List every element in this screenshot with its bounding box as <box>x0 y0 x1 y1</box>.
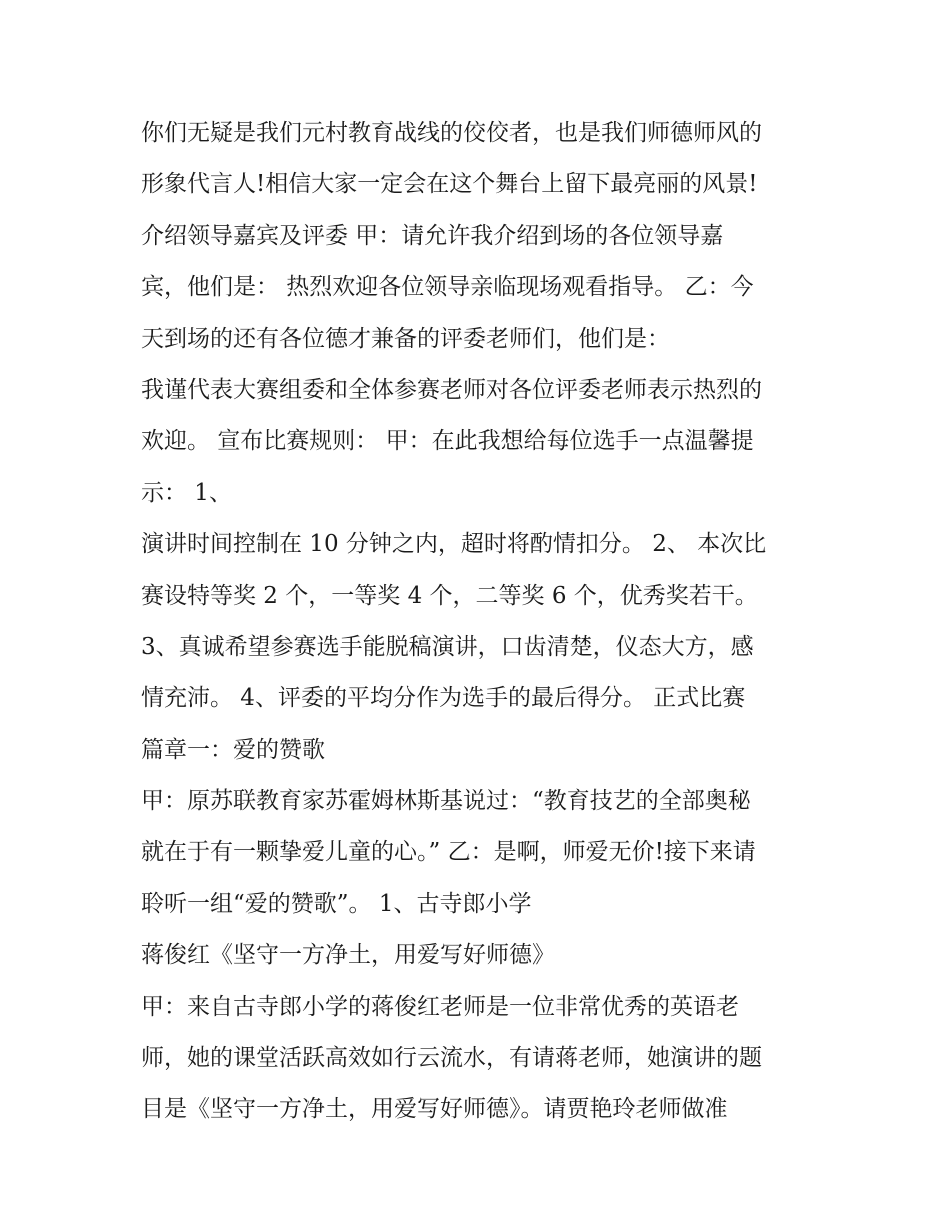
text-line: 聆听一组“爱的赞歌”。 1、古寺郎小学 <box>141 890 532 917</box>
text-line: 宾，他们是： 热烈欢迎各位领导亲临现场观看指导。 乙：今 <box>141 274 754 301</box>
text-line: 欢迎。 宣布比赛规则： 甲：在此我想给每位选手一点温馨提 <box>141 428 754 455</box>
text-line: 演讲时间控制在 10 分钟之内，超时将酌情扣分。 2、 本次比 <box>141 531 767 558</box>
text-line: 你们无疑是我们元村教育战线的佼佼者，也是我们师德师风的 <box>141 120 762 146</box>
text-line: 目是《坚守一方净土，用爱写好师德》。请贾艳玲老师做准 <box>141 1096 728 1123</box>
text-line: 我谨代表大赛组委和全体参赛老师对各位评委老师表示热烈的 <box>141 376 762 403</box>
document-body <box>141 108 821 1136</box>
text-line: 甲：原苏联教育家苏霍姆林斯基说过：“教育技艺的全部奥秘 <box>141 788 751 815</box>
text-line: 甲：来自古寺郎小学的蒋俊红老师是一位非常优秀的英语老 <box>141 993 739 1020</box>
text-line: 介绍领导嘉宾及评委 甲：请允许我介绍到场的各位领导嘉 <box>141 222 724 249</box>
text-line: 3、真诚希望参赛选手能脱稿演讲，口齿清楚，仪态大方，感 <box>141 633 754 660</box>
text-line: 赛设特等奖 2 个，一等奖 4 个，二等奖 6 个，优秀奖若干。 <box>141 582 758 609</box>
text-line: 就在于有一颗挚爱儿童的心。” 乙：是啊，师爱无价!接下来请 <box>141 839 756 866</box>
text-line: 形象代言人!相信大家一定会在这个舞台上留下最亮丽的风景! <box>141 171 758 198</box>
speech-title-line: 蒋俊红《坚守一方净土，用爱写好师德》 <box>141 942 555 969</box>
section-heading: 篇章一：爱的赞歌 <box>141 736 325 763</box>
text-line: 示： 1、 <box>141 479 232 506</box>
text-line: 天到场的还有各位德才兼备的评委老师们，他们是： <box>141 325 670 352</box>
text-line: 师，她的课堂活跃高效如行云流水，有请蒋老师，她演讲的题 <box>141 1045 762 1072</box>
text-line: 情充沛。 4、评委的平均分作为选手的最后得分。 正式比赛 <box>141 685 746 712</box>
